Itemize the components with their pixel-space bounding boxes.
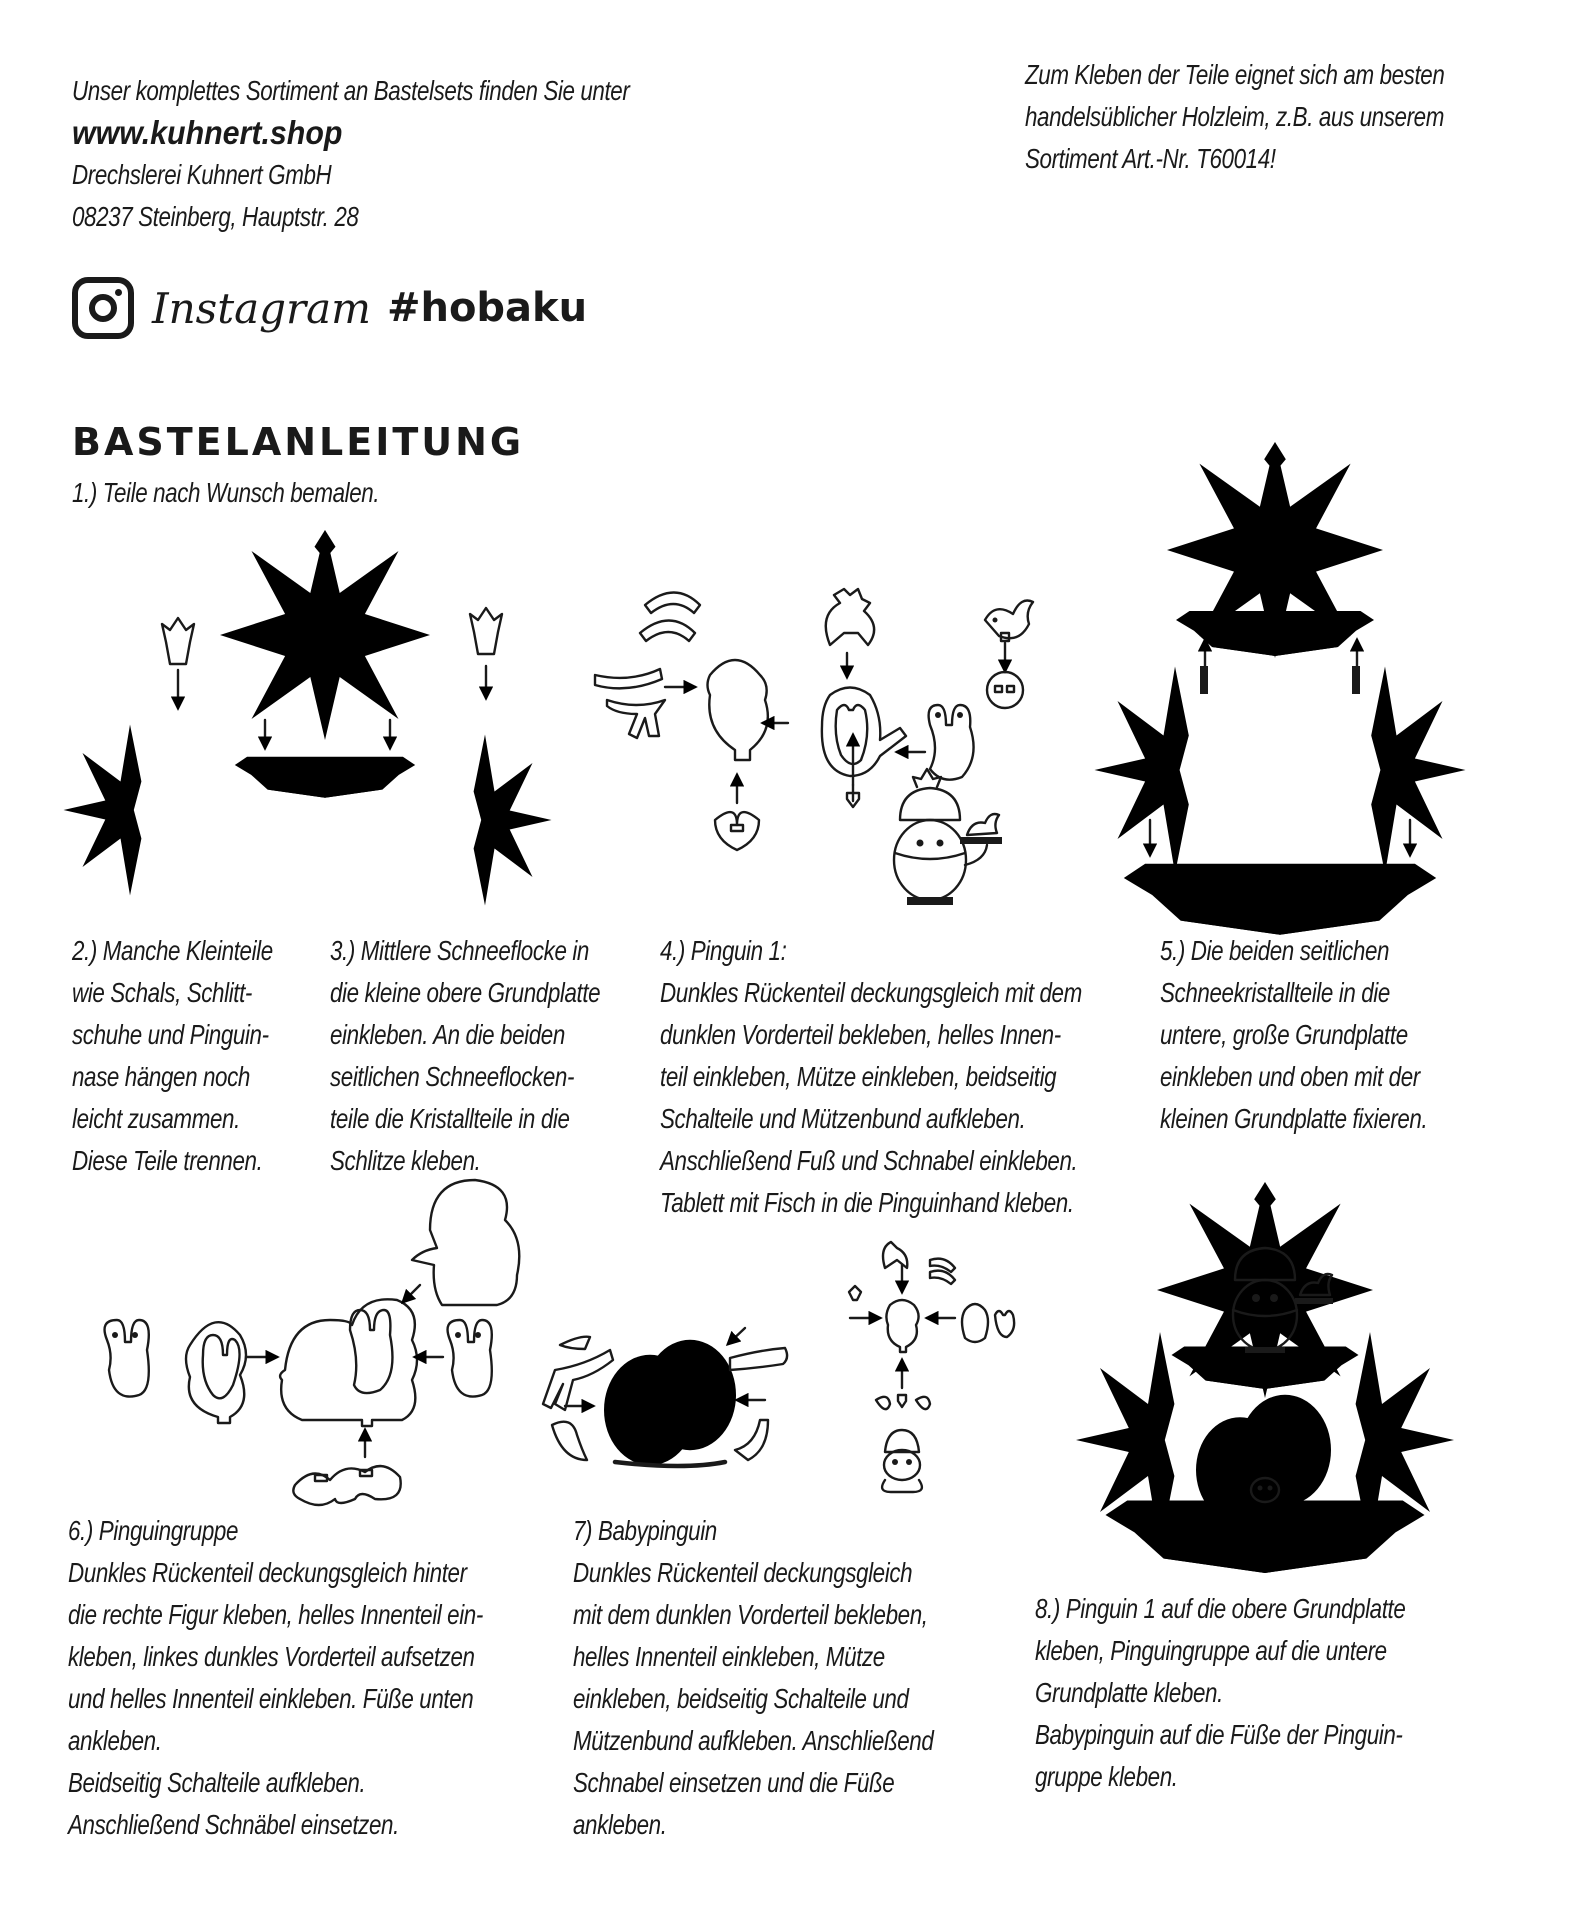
crystal-part-icon [162,618,194,664]
step-text-line: die rechte Figur kleben, helles Innenteil ein- [68,1599,483,1630]
fish-tray-icon [985,601,1033,642]
scarf-parts-icon [595,593,700,739]
step-3 [330,930,668,1182]
right-side-flake-icon [474,735,552,906]
step-text-line: helles Innenteil einkleben, Mütze [573,1641,885,1672]
step-text-line: mit dem dunklen Vorderteil bekleben, [573,1599,928,1630]
step-text-line: teil einkleben, Mütze einkleben, beidseitig [660,1061,1057,1092]
inner-part-left-icon [105,1320,149,1397]
baby-feet-icon [876,1395,930,1409]
step-text-line: Schalteile und Mützenbund aufkleben. [660,1103,1026,1134]
left-stand-flake-icon [1095,667,1189,874]
step-text-line: 3.) Mittlere Schneeflocke in [330,935,589,966]
group-feet-icon [293,1466,400,1505]
intro-line: Unser komplettes Sortiment an Bastelsets finden Sie unter [72,75,630,106]
step-text-line: Grundplatte kleben. [1035,1677,1223,1708]
penguin-group-assembly-diagram [85,1180,565,1520]
penguin-back-part-icon [708,660,768,760]
step-text-line: leicht zusammen. [72,1103,240,1134]
instagram-label: Instagram [152,283,371,333]
inner-part-icon [929,705,974,780]
step-text-line: dunklen Vorderteil bekleben, helles Innen- [660,1019,1061,1050]
page-title: BASTELANLEITUNG [72,420,525,464]
scarf-left-parts-icon [543,1337,613,1460]
step-text-line: 5.) Die beiden seitlichen [1160,935,1390,966]
step-text-line: 6.) Pinguingruppe [68,1515,239,1546]
penguin-1-assembly-diagram [585,575,1065,925]
finished-pyramid-diagram [1085,1170,1545,1570]
step-text-line: kleben, linkes dunkles Vorderteil aufsetzen [68,1641,475,1672]
snowflake-stand-assembly-diagram [1100,440,1560,920]
left-side-flake-icon [63,725,141,896]
baby-back-part-icon [886,1300,918,1352]
step-1-text: 1.) Teile nach Wunsch bemalen. [72,477,380,508]
step-text-line: teile die Kristallteile in die [330,1103,570,1134]
left-front-part-icon [186,1322,246,1423]
step-text-line: kleinen Grundplatte fixieren. [1160,1103,1428,1134]
step-text-line: kleben, Pinguingruppe auf die untere [1035,1635,1387,1666]
base-disc-icon [987,672,1023,708]
center-snowflake-icon [220,530,430,740]
step-6 [68,1510,587,1846]
baby-beak-icon [849,1286,861,1300]
step-text-line: Anschließend Schnäbel einsetzen. [68,1809,399,1840]
slot-marker [1200,666,1208,694]
right-stand-flake-icon [1371,667,1465,874]
step-text-line: gruppe kleben. [1035,1761,1178,1792]
step-text-line: Dunkles Rückenteil deckungsgleich mit dem [660,977,1082,1008]
penguin-front-part-icon [822,688,906,777]
crystal-part-icon [470,608,502,654]
step-text-line: einkleben, beidseitig Schalteile und [573,1683,909,1714]
finished-baby-penguin-icon [882,1430,922,1492]
instagram-hashtag: #hobaku [386,285,588,331]
baby-scarf-icon [930,1259,955,1284]
step-text-line: Anschließend Fuß und Schnabel einkleben. [660,1145,1078,1176]
finished-penguin-1-icon [894,769,1002,905]
step-text-line: Dunkles Rückenteil deckungsgleich [573,1557,913,1588]
scarf-right-parts-icon [730,1348,787,1460]
glue-note [1025,54,1549,180]
company-address: 08237 Steinberg, Hauptstr. 28 [72,201,359,232]
baby-penguin-assembly-diagram [540,1240,1040,1500]
step-text-line: 4.) Pinguin 1: [660,935,787,966]
step-7 [573,1510,1024,1846]
small-plate-icon [235,757,415,798]
bottom-plate-icon [1124,864,1436,935]
step-text-line: Beidseitig Schalteile aufkleben. [68,1767,366,1798]
snowflake-assembly-diagram [85,520,625,900]
step-text-line: Dunkles Rückenteil deckungsgleich hinter [68,1557,467,1588]
instagram-icon [72,277,134,339]
step-text-line: Mützenbund aufkleben. Anschließend [573,1725,934,1756]
step-2 [72,930,323,1182]
baby-hat-icon [883,1242,907,1268]
step-text-line: 8.) Pinguin 1 auf die obere Grundplatte [1035,1593,1406,1624]
company-name: Drechslerei Kuhnert GmbH [72,159,332,190]
step-text-line: 7) Babypinguin [573,1515,717,1546]
step-text-line: einkleben und oben mit der [1160,1061,1420,1092]
step-text-line: Schlitze kleben. [330,1145,481,1176]
penguin-feet-icon [715,812,759,850]
step-text-line: schuhe und Pinguin- [72,1019,269,1050]
step-text-line: seitlichen Schneeflocken- [330,1061,575,1092]
penguin-group-front-icon [604,1340,736,1466]
glue-note-line: handelsüblicher Holzleim, z.B. aus unserem [1025,101,1444,132]
step-text-line: Babypinguin auf die Füße der Pinguin- [1035,1719,1403,1750]
arrow-diagonal-icon [728,1328,745,1344]
arrow-diagonal-icon [403,1285,420,1302]
step-text-line: 2.) Manche Kleinteile [72,935,273,966]
glue-note-line: Zum Kleben der Teile eignet sich am besten [1025,59,1445,90]
step-1 [72,472,456,514]
step-text-line: Diese Teile trennen. [72,1145,263,1176]
step-text-line: Tablett mit Fisch in die Pinguinhand kleben. [660,1187,1074,1218]
shop-intro [72,70,769,238]
step-text-line: ankleben. [68,1725,162,1756]
step-8 [1035,1588,1498,1798]
step-text-line: Schneekristallteile in die [1160,977,1390,1008]
step-text-line: ankleben. [573,1809,667,1840]
step-text-line: nase hängen noch [72,1061,250,1092]
step-text-line: untere, große Grundplatte [1160,1019,1408,1050]
right-back-part-icon [412,1180,519,1305]
group-back-part-icon [280,1299,417,1426]
inner-part-right-icon [448,1320,492,1397]
step-text-line: und helles Innenteil einkleben. Füße unten [68,1683,474,1714]
hat-part-icon [826,589,874,645]
step-text-line: die kleine obere Grundplatte [330,977,601,1008]
slot-marker [1352,666,1360,694]
baby-front-part-icon [962,1304,1014,1342]
instagram-handle[interactable] [72,277,587,339]
step-text-line: wie Schals, Schlitt- [72,977,252,1008]
step-text-line: Schnabel einsetzen und die Füße [573,1767,895,1798]
website-link[interactable]: www.kuhnert.shop [72,114,343,151]
step-5 [1160,930,1494,1140]
step-text-line: einkleben. An die beiden [330,1019,565,1050]
glue-note-line: Sortiment Art.-Nr. T60014! [1025,143,1276,174]
